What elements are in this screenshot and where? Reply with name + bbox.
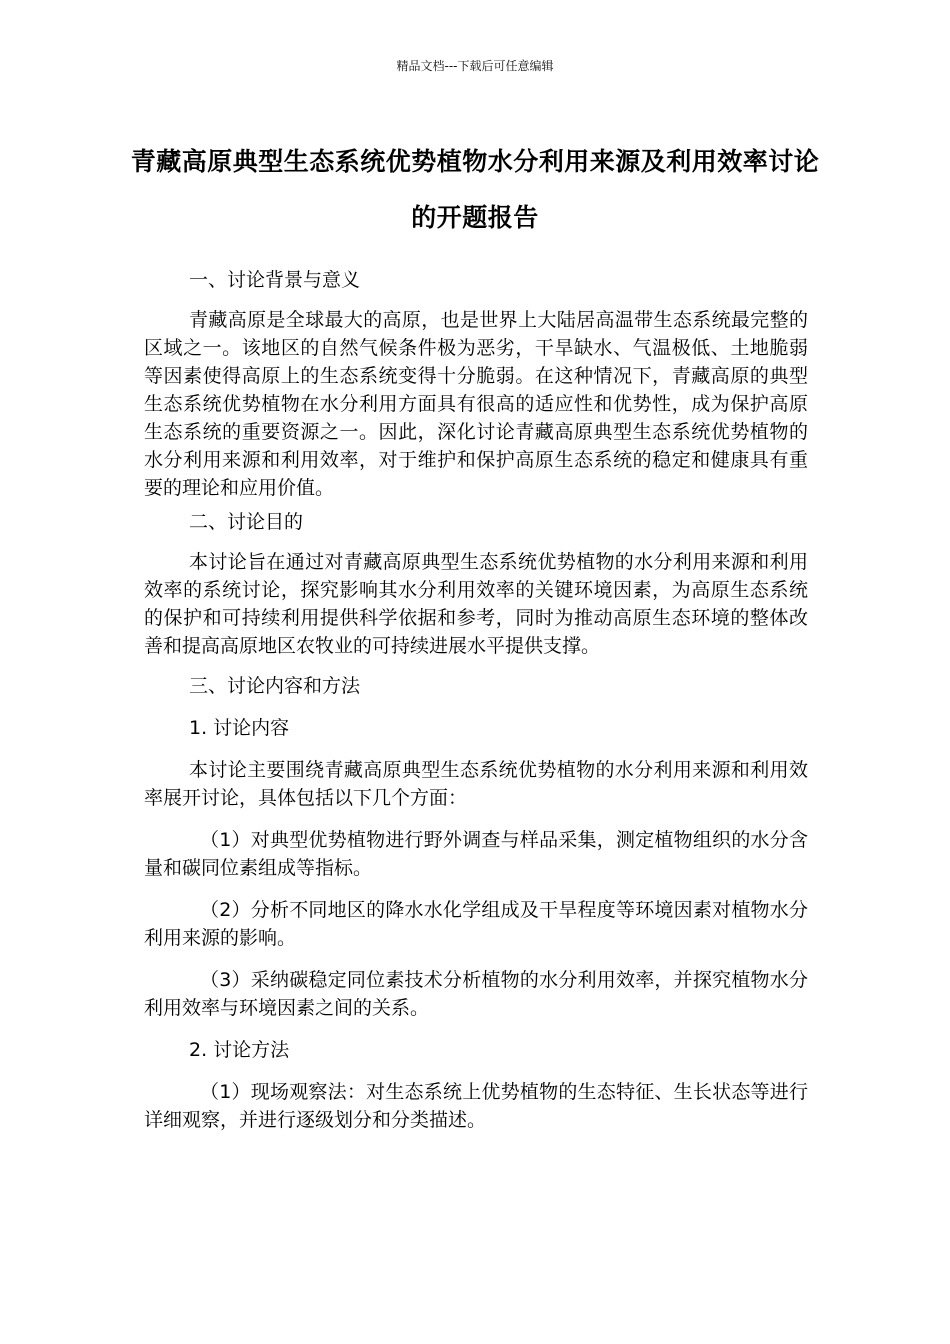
- paragraph-purpose: 本讨论旨在通过对青藏高原典型生态系统优势植物的水分利用来源和利用效率的系统讨论，探究影响其水分利用效率的关键环境因素，为高原生态系统的保护和可持续利用提供科学依据和参考，同时为推动高原生态环境的整体改善和提高高原地区农牧业的可持续进展水平提供支撑。: [144, 551, 808, 657]
- header-note: 精品文档---下载后可任意编辑: [396, 59, 554, 73]
- section-heading-content-methods: 三、讨论内容和方法: [189, 675, 361, 697]
- section-heading-purpose: 二、讨论目的: [189, 511, 304, 533]
- document-title: 青藏高原典型生态系统优势植物水分利用来源及利用效率讨论的开题报告: [130, 147, 820, 232]
- list-item-content-2: （2）分析不同地区的降水水化学组成及干旱程度等环境因素对植物水分利用来源的影响。: [144, 899, 808, 949]
- document-body: [144, 266, 808, 1134]
- subheading-methods: 2. 讨论方法: [189, 1039, 290, 1061]
- paragraph-content-intro: 本讨论主要围绕青藏高原典型生态系统优势植物的水分利用来源和利用效率展开讨论，具体包括以下几个方面：: [144, 759, 808, 809]
- list-item-method-1: （1）现场观察法：对生态系统上优势植物的生态特征、生长状态等进行详细观察，并进行逐级划分和分类描述。: [144, 1081, 808, 1131]
- section-heading-background: 一、讨论背景与意义: [189, 269, 361, 291]
- list-item-content-3: （3）采纳碳稳定同位素技术分析植物的水分利用效率，并探究植物水分利用效率与环境因素之间的关系。: [144, 969, 808, 1019]
- list-item-content-1: （1）对典型优势植物进行野外调查与样品采集，测定植物组织的水分含量和碳同位素组成等指标。: [144, 829, 808, 879]
- paragraph-background: 青藏高原是全球最大的高原，也是世界上大陆居高温带生态系统最完整的区域之一。该地区的自然气候条件极为恶劣，干旱缺水、气温极低、土地脆弱等因素使得高原上的生态系统变得十分脆弱。在这种情况下，青藏高原的典型生态系统优势植物在水分利用方面具有很高的适应性和优势性，成为保护高原生态系统的重要资源之一。因此，深化讨论青藏高原典型生态系统优势植物的水分利用来源和利用效率，对于维护和保护高原生态系统的稳定和健康具有重要的理论和应用价值。: [144, 309, 808, 499]
- subheading-content: 1. 讨论内容: [189, 717, 290, 739]
